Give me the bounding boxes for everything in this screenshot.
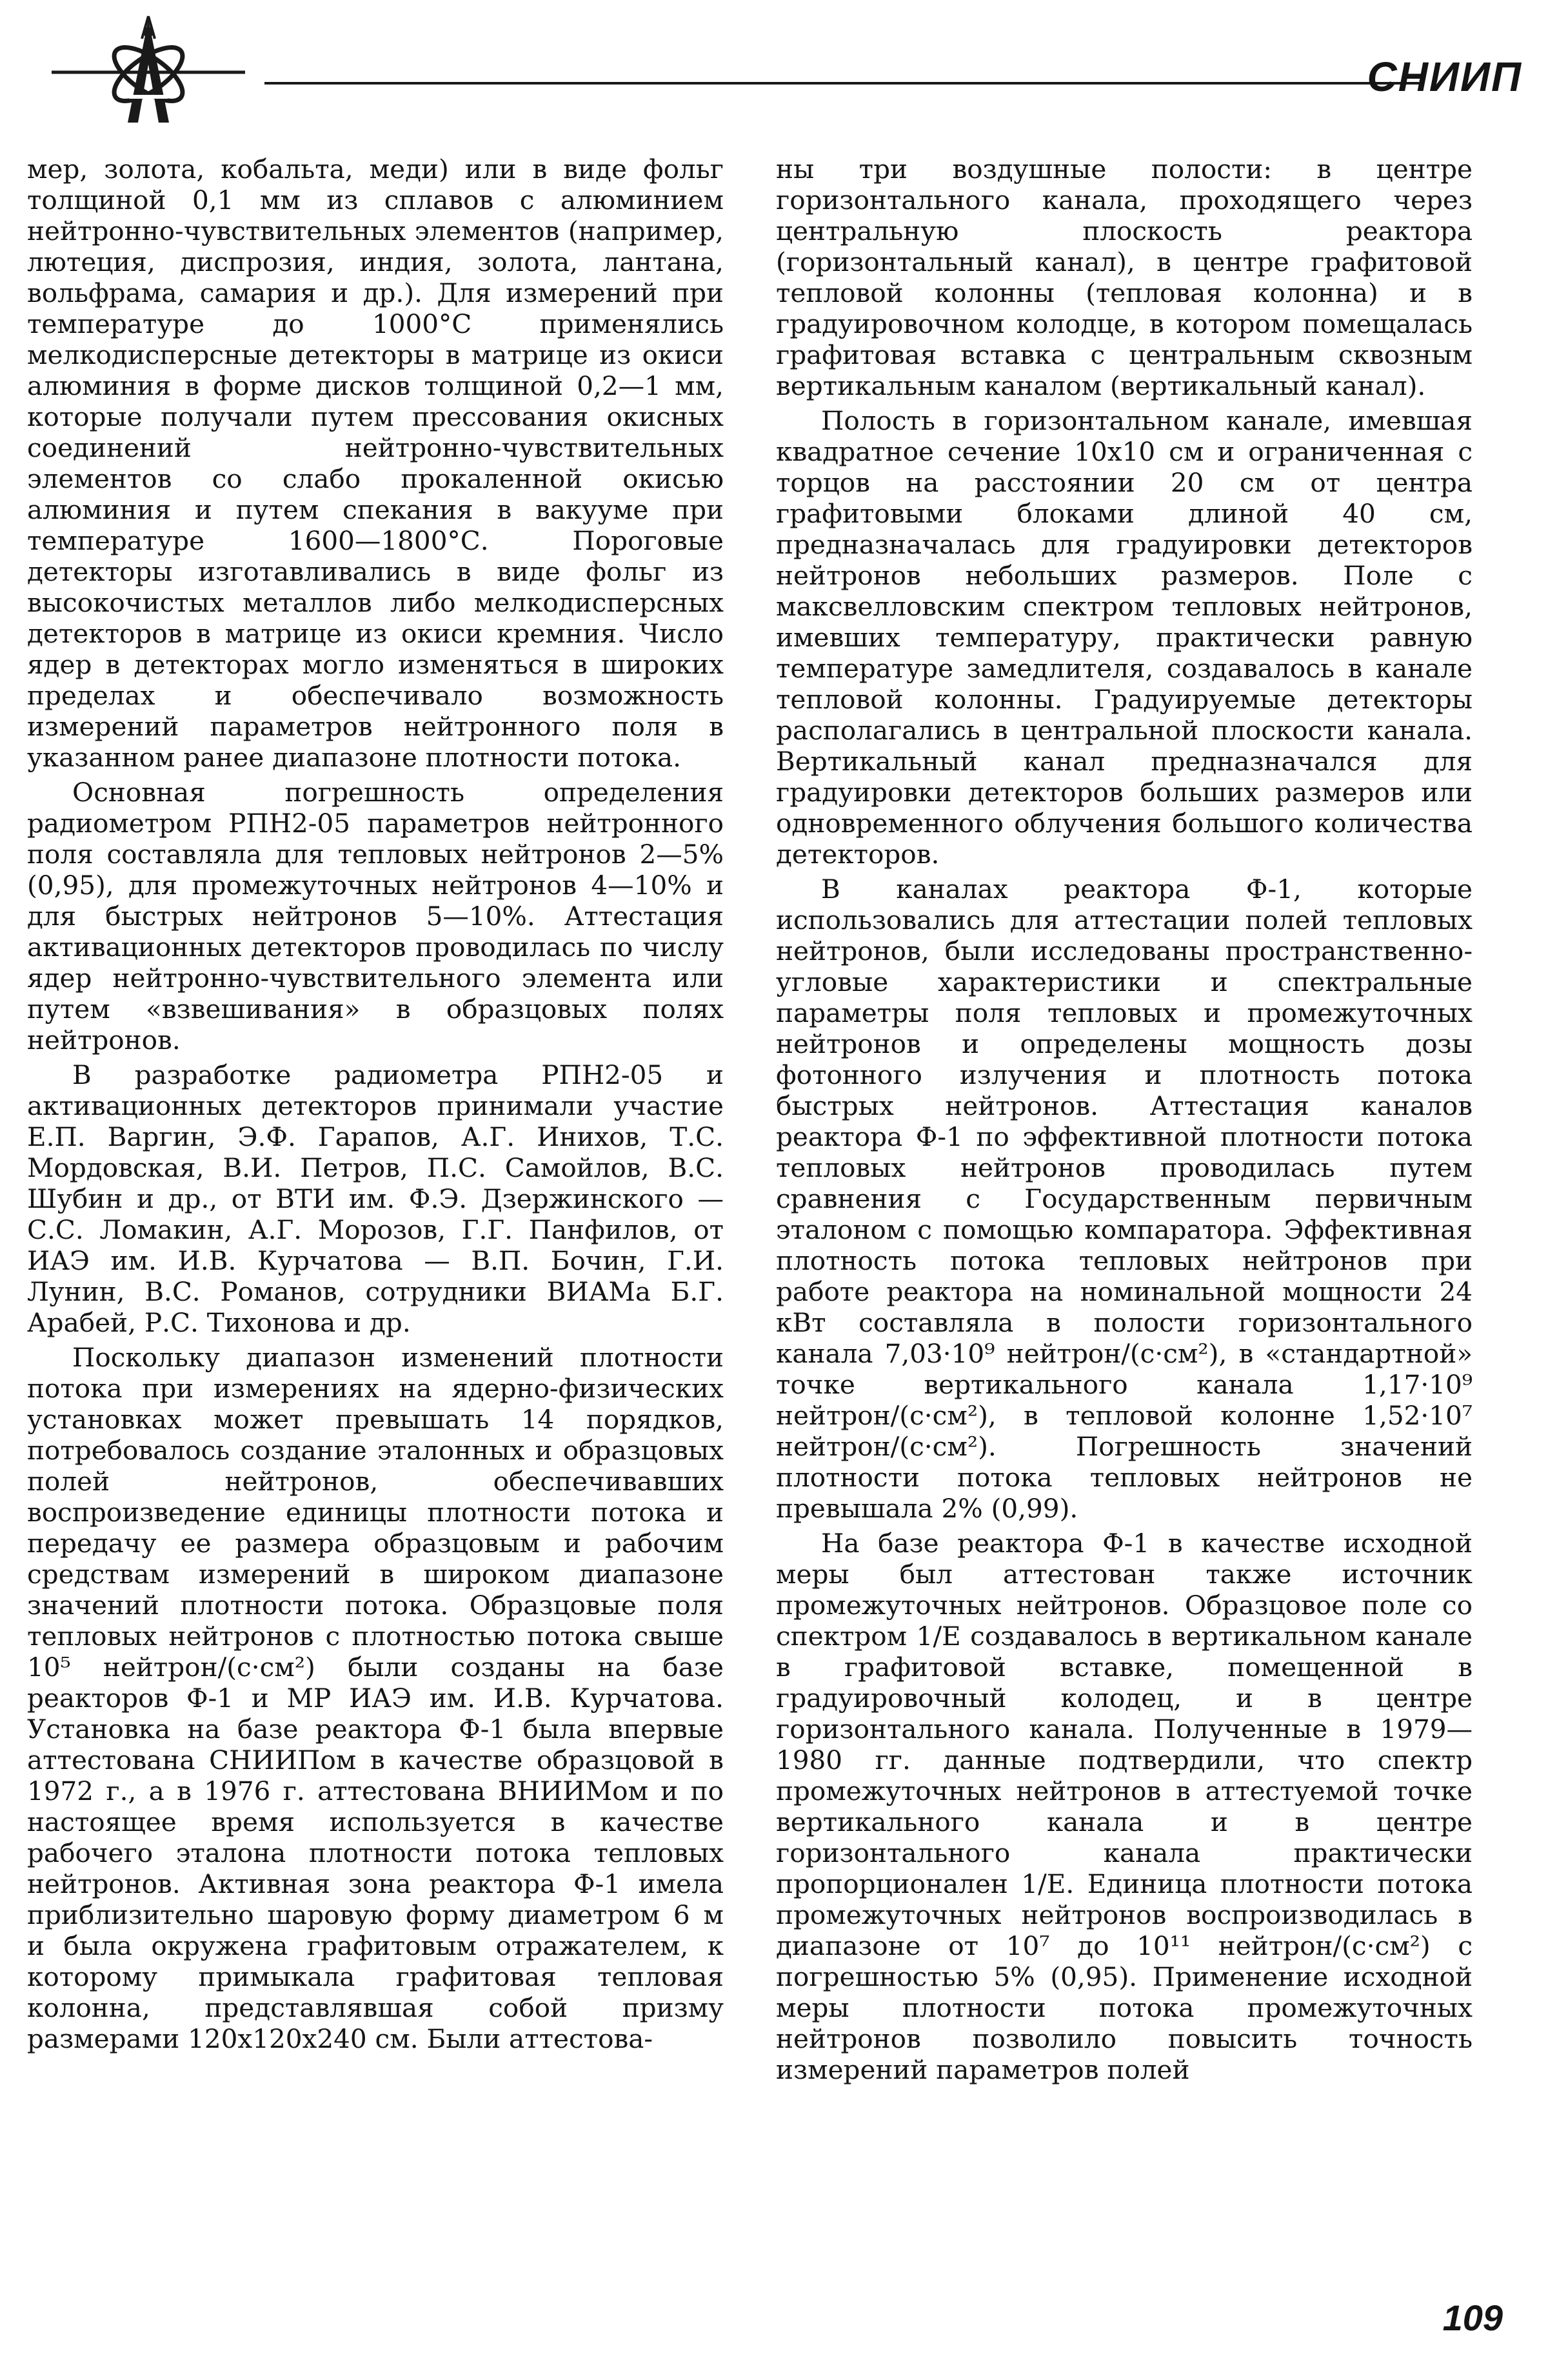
paragraph: Полость в горизонтальном канале, имевшая квадратное сечение 10x10 см и ограниченная с торцов на расстоянии 20 см от центра графитовыми блоками длиной 40 см, предназначалась для градуировки детекторов нейтронов небольших размеров. Поле с максвелловским спектром тепловых нейтронов, имевших температуру, практически равную температуре замедлителя, создавалось в канале тепловой колонны. Градуируемые детекторы располагались в центральной плоскости канала. Вертикальный канал предназначался для градуировки детекторов больших размеров или одновременного облучения большого количества детекторов. (776, 405, 1473, 870)
paragraph: ны три воздушные полости: в центре горизонтального канала, проходящего через центральную плоскость реактора (горизонтальный канал), в центре графитовой тепловой колонны (тепловая колонна) и в градуировочном колодце, в котором помещалась графитовая вставка с центральным сквозным вертикальным каналом (вертикальный канал). (776, 154, 1473, 401)
paragraph: В каналах реактора Ф-1, которые использовались для аттестации полей тепловых нейтронов, были исследованы пространственно-угловые характеристики и спектральные параметры поля тепловых и промежуточных нейтронов и определены мощность дозы фотонного излучения и плотность потока быстрых нейтронов. Аттестация каналов реактора Ф-1 по эффективной плотности потока тепловых нейтронов проводилась путем сравнения с Государственным первичным эталоном с помощью компаратора. Эффективная плотность потока тепловых нейтронов при работе реактора на номинальной мощности 24 кВт составляла в полости горизонтального канала 7,03·10⁹ нейтрон/(с·см²), в «стандартной» точке вертикального канала 1,17·10⁹ нейтрон/(с·см²), в тепловой колонне 1,52·10⁷ нейтрон/(с·см²). Погрешность значений плотности потока тепловых нейтронов не превышала 2% (0,99). (776, 874, 1473, 1524)
paragraph: Основная погрешность определения радиометром РПН2-05 параметров нейтронного поля составляла для тепловых нейтронов 2—5% (0,95), для промежуточных нейтронов 4—10% и для быстрых нейтронов 5—10%. Аттестация активационных детекторов проводилась по числу ядер нейтронно-чувствительного элемента или путем «взвешивания» в образцовых полях нейтронов. (27, 777, 724, 1055)
left-column (27, 154, 724, 2058)
paragraph: Поскольку диапазон изменений плотности потока при измерениях на ядерно-физических установках может превышать 14 порядков, потребовалось создание эталонных и образцовых полей нейтронов, обеспечивавших воспроизведение единицы плотности потока и передачу ее размера образцовым и рабочим средствам измерений в широком диапазоне значений плотности потока. Образцовые поля тепловых нейтронов с плотностью потока свыше 10⁵ нейтрон/(с·см²) были созданы на базе реакторов Ф-1 и МР ИАЭ им. И.В. Курчатова. Установка на базе реактора Ф-1 была впервые аттестована СНИИПом в качестве образцовой в 1972 г., а в 1976 г. аттестована ВНИИМом и по настоящее время используется в качестве рабочего эталона плотности потока тепловых нейтронов. Активная зона реактора Ф-1 имела приблизительно шаровую форму диаметром 6 м и была окружена графитовым отражателем, к которому примыкала графитовая тепловая колонна, представлявшая собой призму размерами 120x120x240 см. Были аттестова- (27, 1342, 724, 2054)
journal-name: СНИИП (1367, 54, 1522, 100)
paragraph: На базе реактора Ф-1 в качестве исходной меры был аттестован также источник промежуточных нейтронов. Образцовое поле со спектром 1/E создавалось в вертикальном канале в графитовой вставке, помещенной в градуировочный колодец, и в центре горизонтального канала. Полученные в 1979—1980 гг. данные подтвердили, что спектр промежуточных нейтронов в аттестуемой точке вертикального канала и в центре горизонтального канала практически пропорционален 1/E. Единица плотности потока промежуточных нейтронов воспроизводилась в диапазоне от 10⁷ до 10¹¹ нейтрон/(с·см²) с погрешностью 5% (0,95). Применение исходной меры плотности потока промежуточных нейтронов позволило повысить точность измерений параметров полей (776, 1528, 1473, 2085)
right-column (776, 154, 1473, 2089)
paragraph: мер, золота, кобальта, меди) или в виде фольг толщиной 0,1 мм из сплавов с алюминием нейтронно-чувствительных элементов (например, лютеция, диспрозия, индия, золота, лантана, вольфрама, самария и др.). Для измерений при температуре до 1000°С применялись мелкодисперсные детекторы в матрице из окиси алюминия в форме дисков толщиной 0,2—1 мм, которые получали путем прессования окисных соединений нейтронно-чувствительных элементов со слабо прокаленной окисью алюминия и путем спекания в вакууме при температуре 1600—1800°С. Пороговые детекторы изготавливались в виде фольг из высокочистых металлов либо мелкодисперсных детекторов в матрице из окиси кремния. Число ядер в детекторах могло изменяться в широких пределах и обеспечивало возможность измерений параметров нейтронного поля в указанном ранее диапазоне плотности потока. (27, 154, 724, 773)
sniip-atom-logo-icon (52, 13, 245, 139)
paragraph: В разработке радиометра РПН2-05 и активационных детекторов принимали участие Е.П. Варгин, Э.Ф. Гарапов, А.Г. Инихов, Т.С. Мордовская, В.И. Петров, П.С. Самойлов, В.С. Шубин и др., от ВТИ им. Ф.Э. Дзержинского — С.С. Ломакин, А.Г. Морозов, Г.Г. Панфилов, от ИАЭ им. И.В. Курчатова — В.П. Бочин, Г.И. Лунин, В.С. Романов, сотрудники ВИАМа Б.Г. Арабей, Р.С. Тихонова и др. (27, 1059, 724, 1338)
page-header (26, 13, 1535, 142)
page-number: 109 (1442, 2297, 1503, 2338)
header-rule (264, 82, 1419, 85)
